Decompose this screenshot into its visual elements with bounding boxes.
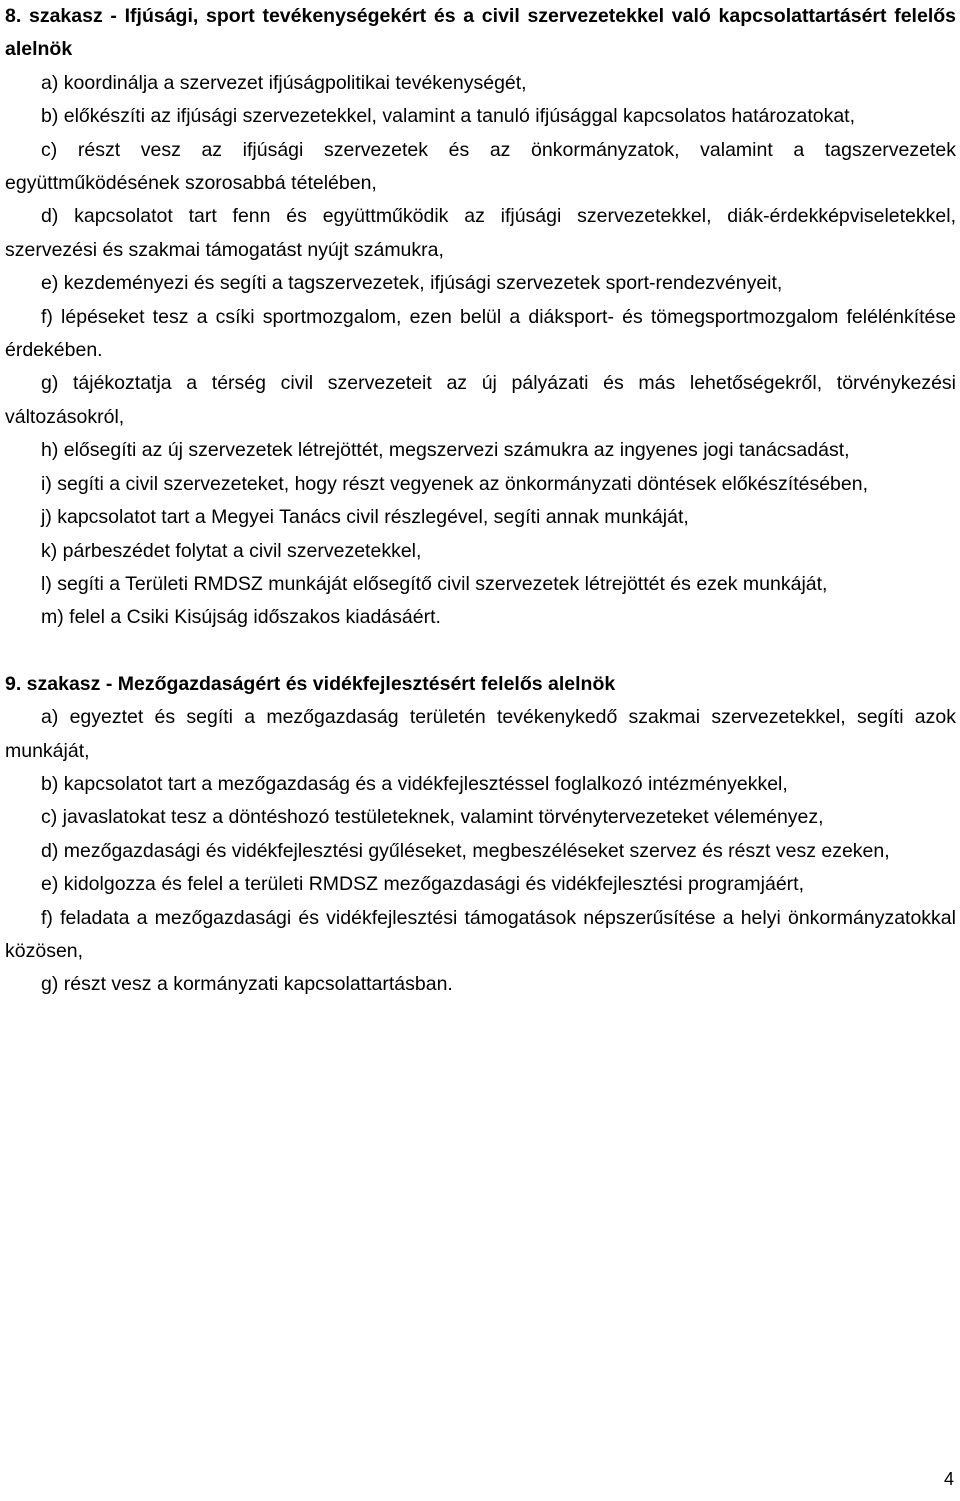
- list-item: j) kapcsolatot tart a Megyei Tanács civil részlegével, segíti annak munkáját,: [41, 506, 689, 529]
- list-item: m) felel a Csiki Kisújság időszakos kiadásáért.: [41, 606, 441, 629]
- list-item: e) kezdeményezi és segíti a tagszervezetek, ifjúsági szervezetek sport-rendezvényeit,: [41, 272, 783, 295]
- list-item: e) kidolgozza és felel a területi RMDSZ mezőgazdasági és vidékfejlesztési programjáért,: [41, 873, 805, 896]
- list-item: a) egyeztet és segíti a mezőgazdaság területén tevékenykedő szakmai szervezetekkel, segíti azok munkáját,: [5, 706, 956, 762]
- list-item: c) részt vesz az ifjúsági szervezetek és az önkormányzatok, valamint a tagszervezetek együttműködésének szorosabbá tételében,: [5, 138, 956, 195]
- list-item: f) feladata a mezőgazdasági és vidékfejlesztési támogatások népszerűsítése a helyi önkormányzatokkal közösen,: [5, 906, 956, 962]
- section-9: [5, 668, 956, 1002]
- list-item: g) részt vesz a kormányzati kapcsolattartásban.: [41, 973, 453, 996]
- section-title: 9. szakasz - Mezőgazdaságért és vidékfejlesztésért felelős alelnök: [5, 672, 616, 695]
- list-item: a) koordinálja a szervezet ifjúságpolitikai tevékenységét,: [41, 71, 527, 94]
- list-item: g) tájékoztatja a térség civil szervezeteit az új pályázati és más lehetőségekről, törvénykezési változásokról,: [5, 372, 956, 428]
- list-item: k) párbeszédet folytat a civil szervezetekkel,: [41, 539, 422, 562]
- section-title: 8. szakasz - Ifjúsági, sport tevékenységekért és a civil szervezetekkel való kapcsolattartásért felelős alelnök: [5, 5, 956, 61]
- page-number: 4: [943, 1469, 954, 1489]
- list-item: i) segíti a civil szervezeteket, hogy részt vegyenek az önkormányzati döntések előkészítésében,: [41, 472, 868, 495]
- list-item: l) segíti a Területi RMDSZ munkáját elősegítő civil szervezetek létrejöttét és ezek munkáját,: [41, 572, 828, 595]
- section-8: [5, 0, 956, 635]
- document-page: [5, 0, 956, 1002]
- list-item: b) kapcsolatot tart a mezőgazdaság és a vidékfejlesztéssel foglalkozó intézményekkel,: [41, 772, 788, 795]
- list-item: f) lépéseket tesz a csíki sportmozgalom, ezen belül a diáksport- és tömegsportmozgalom felélénkítése érdekében.: [5, 305, 956, 362]
- list-item: b) előkészíti az ifjúsági szervezetekkel, valamint a tanuló ifjúsággal kapcsolatos határozatokat,: [41, 105, 856, 128]
- list-item: h) elősegíti az új szervezetek létrejöttét, megszervezi számukra az ingyenes jogi tanácsadást,: [41, 439, 850, 462]
- list-item: c) javaslatokat tesz a döntéshozó testületeknek, valamint törvénytervezeteket véleményez,: [41, 806, 824, 829]
- list-item: d) kapcsolatot tart fenn és együttműködik az ifjúsági szervezetekkel, diák-érdekképviseletekkel, szervezési és szakmai támogatást nyújt számukra,: [5, 205, 956, 261]
- list-item: d) mezőgazdasági és vidékfejlesztési gyűléseket, megbeszéléseket szervez és részt vesz ezeken,: [41, 839, 890, 862]
